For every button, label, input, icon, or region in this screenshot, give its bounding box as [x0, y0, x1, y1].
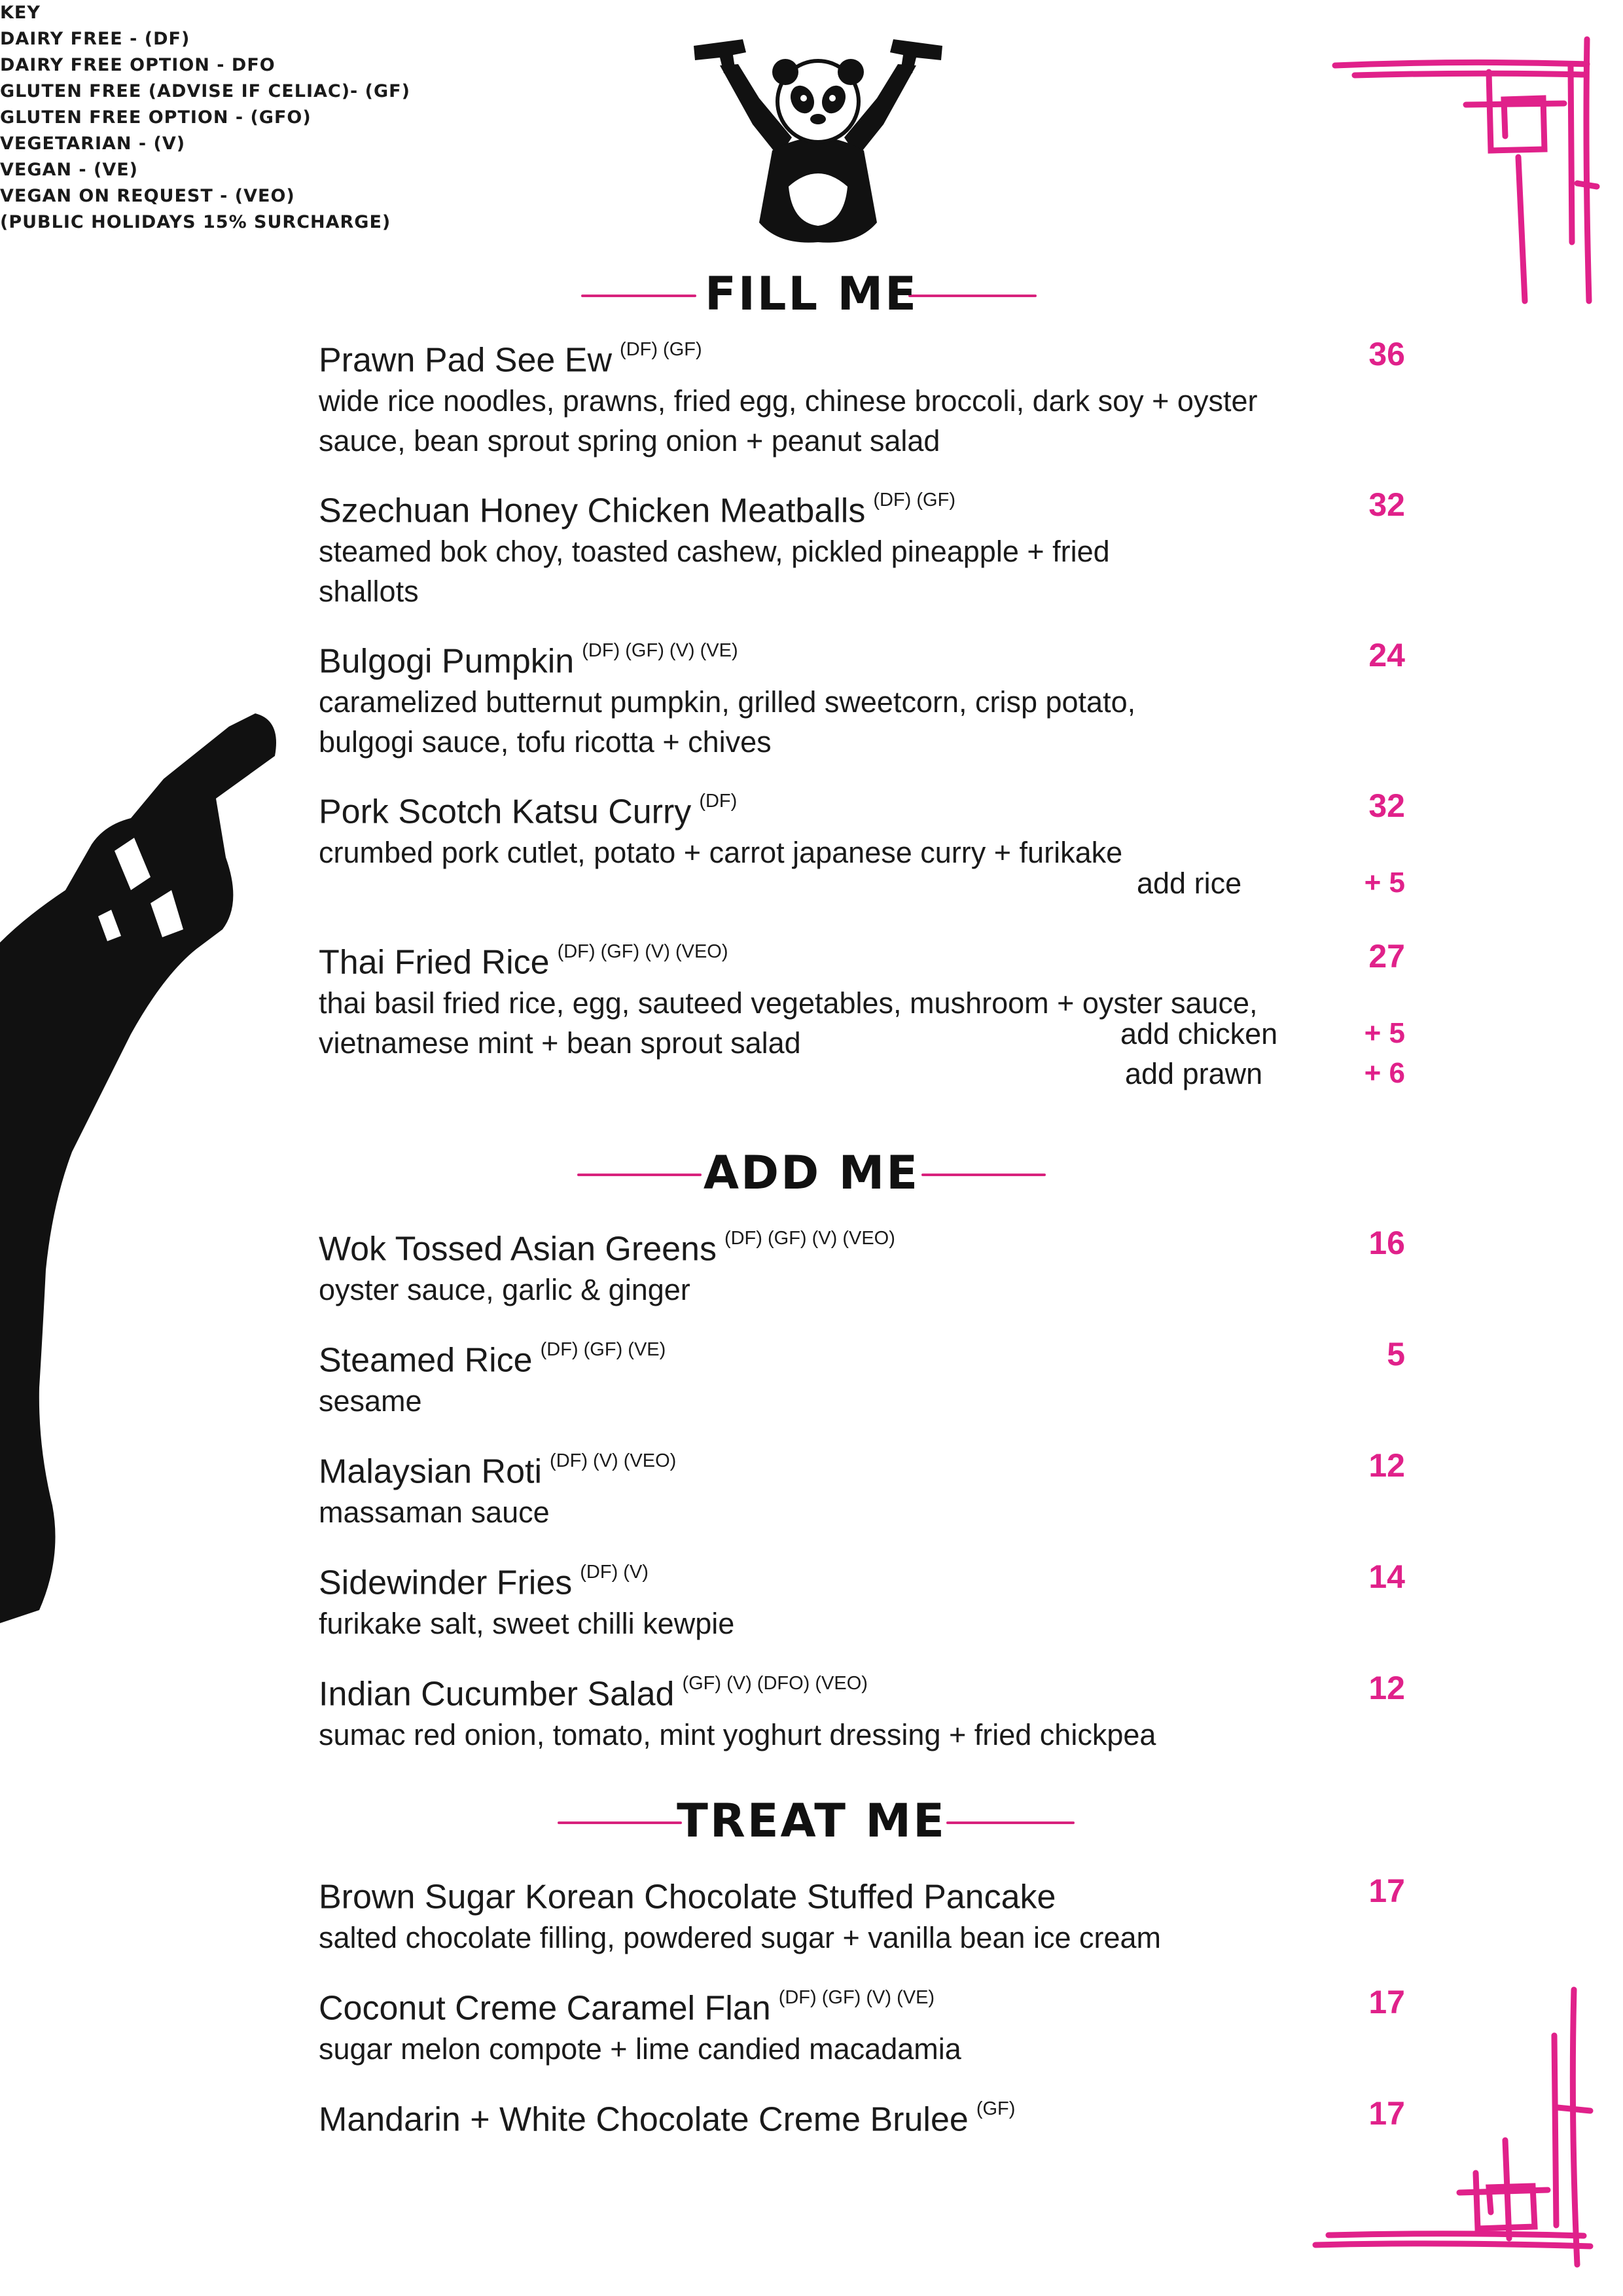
menu-item	[319, 483, 1405, 611]
item-description: bulgogi sauce, tofu ricotta + chives	[319, 725, 772, 759]
item-description: vietnamese mint + bean sprout salad	[319, 1026, 801, 1060]
item-price: 12	[1368, 1670, 1405, 1706]
dietary-tags: (GF) (V) (DFO) (VEO)	[682, 1673, 868, 1694]
item-name: Brown Sugar Korean Chocolate Stuffed Pancake	[319, 1878, 1056, 1916]
section-heading-treat-me	[0, 1789, 1623, 1854]
menu-item	[319, 332, 1405, 461]
addon-price: + 5	[1364, 1017, 1405, 1049]
addon-price: + 6	[1364, 1057, 1405, 1089]
dietary-tags: (DF) (GF) (V) (VE)	[778, 1987, 935, 2008]
item-price: 27	[1368, 938, 1405, 975]
dietary-tags: (GF)	[976, 2098, 1016, 2119]
menu-item	[319, 1221, 1405, 1310]
item-price: 32	[1368, 486, 1405, 523]
section-title: TREAT ME	[677, 1794, 946, 1848]
dietary-tags: (DF) (GF) (VE)	[540, 1339, 666, 1360]
item-description: crumbed pork cutlet, potato + carrot japanese curry + furikake	[319, 836, 1123, 870]
addon-label: add chicken	[1120, 1017, 1278, 1050]
item-description: sugar melon compote + lime candied macadamia	[319, 2032, 961, 2066]
item-description: sesame	[319, 1384, 422, 1418]
menu-item	[319, 2092, 1405, 2140]
dietary-tags: (DF) (V) (VEO)	[550, 1450, 677, 1471]
addon-price: + 5	[1364, 867, 1405, 899]
key-line: VEGAN ON REQUEST - (VEO)	[0, 186, 295, 206]
item-description: caramelized butternut pumpkin, grilled sweetcorn, crisp potato,	[319, 685, 1136, 719]
item-price: 17	[1368, 1873, 1405, 1909]
item-price: 36	[1368, 336, 1405, 372]
key-title: KEY	[0, 3, 41, 23]
item-name: Malaysian Roti $^{(DF) (V) (VEO)}$	[319, 1450, 677, 1491]
item-description: massaman sauce	[319, 1496, 550, 1530]
item-name: Sidewinder Fries $^{(DF) (V)}$	[319, 1562, 649, 1602]
menu-item	[319, 1869, 1405, 1958]
key-line: VEGAN - (VE)	[0, 160, 139, 180]
menu-item	[319, 634, 1405, 762]
item-price: 32	[1368, 787, 1405, 824]
item-description: oyster sauce, garlic & ginger	[319, 1273, 690, 1307]
dietary-tags: (DF) (GF) (V) (VEO)	[724, 1228, 895, 1249]
menu-item	[319, 1444, 1405, 1532]
addon-label: add prawn	[1125, 1057, 1263, 1090]
item-description: sumac red onion, tomato, mint yoghurt dressing + fried chickpea	[319, 1718, 1156, 1752]
item-price: 14	[1368, 1558, 1405, 1595]
item-name: Bulgogi Pumpkin $^{(DF) (GF) (V) (VE)}$	[319, 640, 738, 681]
item-price: 24	[1368, 637, 1405, 673]
section-title: ADD ME	[703, 1146, 920, 1200]
item-name: Prawn Pad See Ew $^{(DF) (GF)}$	[319, 339, 702, 380]
item-description: wide rice noodles, prawns, fried egg, chinese broccoli, dark soy + oyster	[319, 384, 1258, 418]
item-price: 5	[1387, 1336, 1405, 1372]
item-description: steamed bok choy, toasted cashew, pickled pineapple + fried	[319, 535, 1110, 569]
item-name: Indian Cucumber Salad $^{(GF) (V) (DFO) (VEO)}$	[319, 1673, 868, 1713]
item-description: thai basil fried rice, egg, sauteed vegetables, mushroom + oyster sauce,	[319, 986, 1258, 1020]
menu-item	[319, 1555, 1405, 1643]
key-line: VEGETARIAN - (V)	[0, 134, 186, 154]
key-line: (PUBLIC HOLIDAYS 15% SURCHARGE)	[0, 212, 391, 232]
dietary-tags: (DF) (GF) (V) (VEO)	[557, 941, 728, 962]
menu-item	[319, 784, 1405, 900]
dietary-tags: (DF) (V)	[580, 1562, 649, 1583]
item-description: furikake salt, sweet chilli kewpie	[319, 1607, 735, 1641]
item-description: shallots	[319, 575, 419, 609]
item-name: Thai Fried Rice $^{(DF) (GF) (V) (VEO)}$	[319, 941, 728, 982]
section-title: FILL ME	[705, 267, 918, 321]
panda-gunslinger-logo	[681, 26, 955, 249]
key-line: DAIRY FREE OPTION - DFO	[0, 55, 276, 75]
key-line: GLUTEN FREE (ADVISE IF CELIAC)- (GF)	[0, 81, 410, 101]
menu-item	[319, 935, 1405, 1090]
section-heading-fill-me	[0, 262, 1623, 327]
dietary-tags: (DF) (GF)	[873, 490, 955, 511]
item-name: Coconut Creme Caramel Flan $^{(DF) (GF) (V) (VE)}$	[319, 1987, 935, 2028]
item-name: Wok Tossed Asian Greens $^{(DF) (GF) (V) (VEO)}$	[319, 1228, 895, 1268]
item-price: 17	[1368, 2095, 1405, 2132]
item-description: sauce, bean sprout spring onion + peanut salad	[319, 424, 940, 458]
item-description: salted chocolate filling, powdered sugar + vanilla bean ice cream	[319, 1921, 1162, 1955]
dietary-tags: (DF) (GF) (V) (VE)	[582, 640, 738, 661]
section-heading-add-me	[0, 1141, 1623, 1206]
item-price: 17	[1368, 1984, 1405, 2020]
menu-item	[319, 1666, 1405, 1755]
item-name: Steamed Rice $^{(DF) (GF) (VE)}$	[319, 1339, 666, 1380]
dietary-tags: (DF)	[699, 791, 738, 812]
item-name: Szechuan Honey Chicken Meatballs $^{(DF) (GF)}$	[319, 490, 955, 530]
key-line: GLUTEN FREE OPTION - (GFO)	[0, 107, 312, 128]
item-name: Mandarin + White Chocolate Creme Brulee $^{(GF)}$	[319, 2098, 1016, 2139]
menu-item	[319, 1981, 1405, 2069]
item-name: Pork Scotch Katsu Curry $^{(DF)}$	[319, 791, 738, 831]
menu-item	[319, 1333, 1405, 1421]
addon-label: add rice	[1137, 867, 1242, 900]
key-line: DAIRY FREE - (DF)	[0, 29, 190, 49]
dietary-tags: (DF) (GF)	[620, 339, 702, 360]
item-price: 12	[1368, 1447, 1405, 1484]
item-price: 16	[1368, 1225, 1405, 1261]
